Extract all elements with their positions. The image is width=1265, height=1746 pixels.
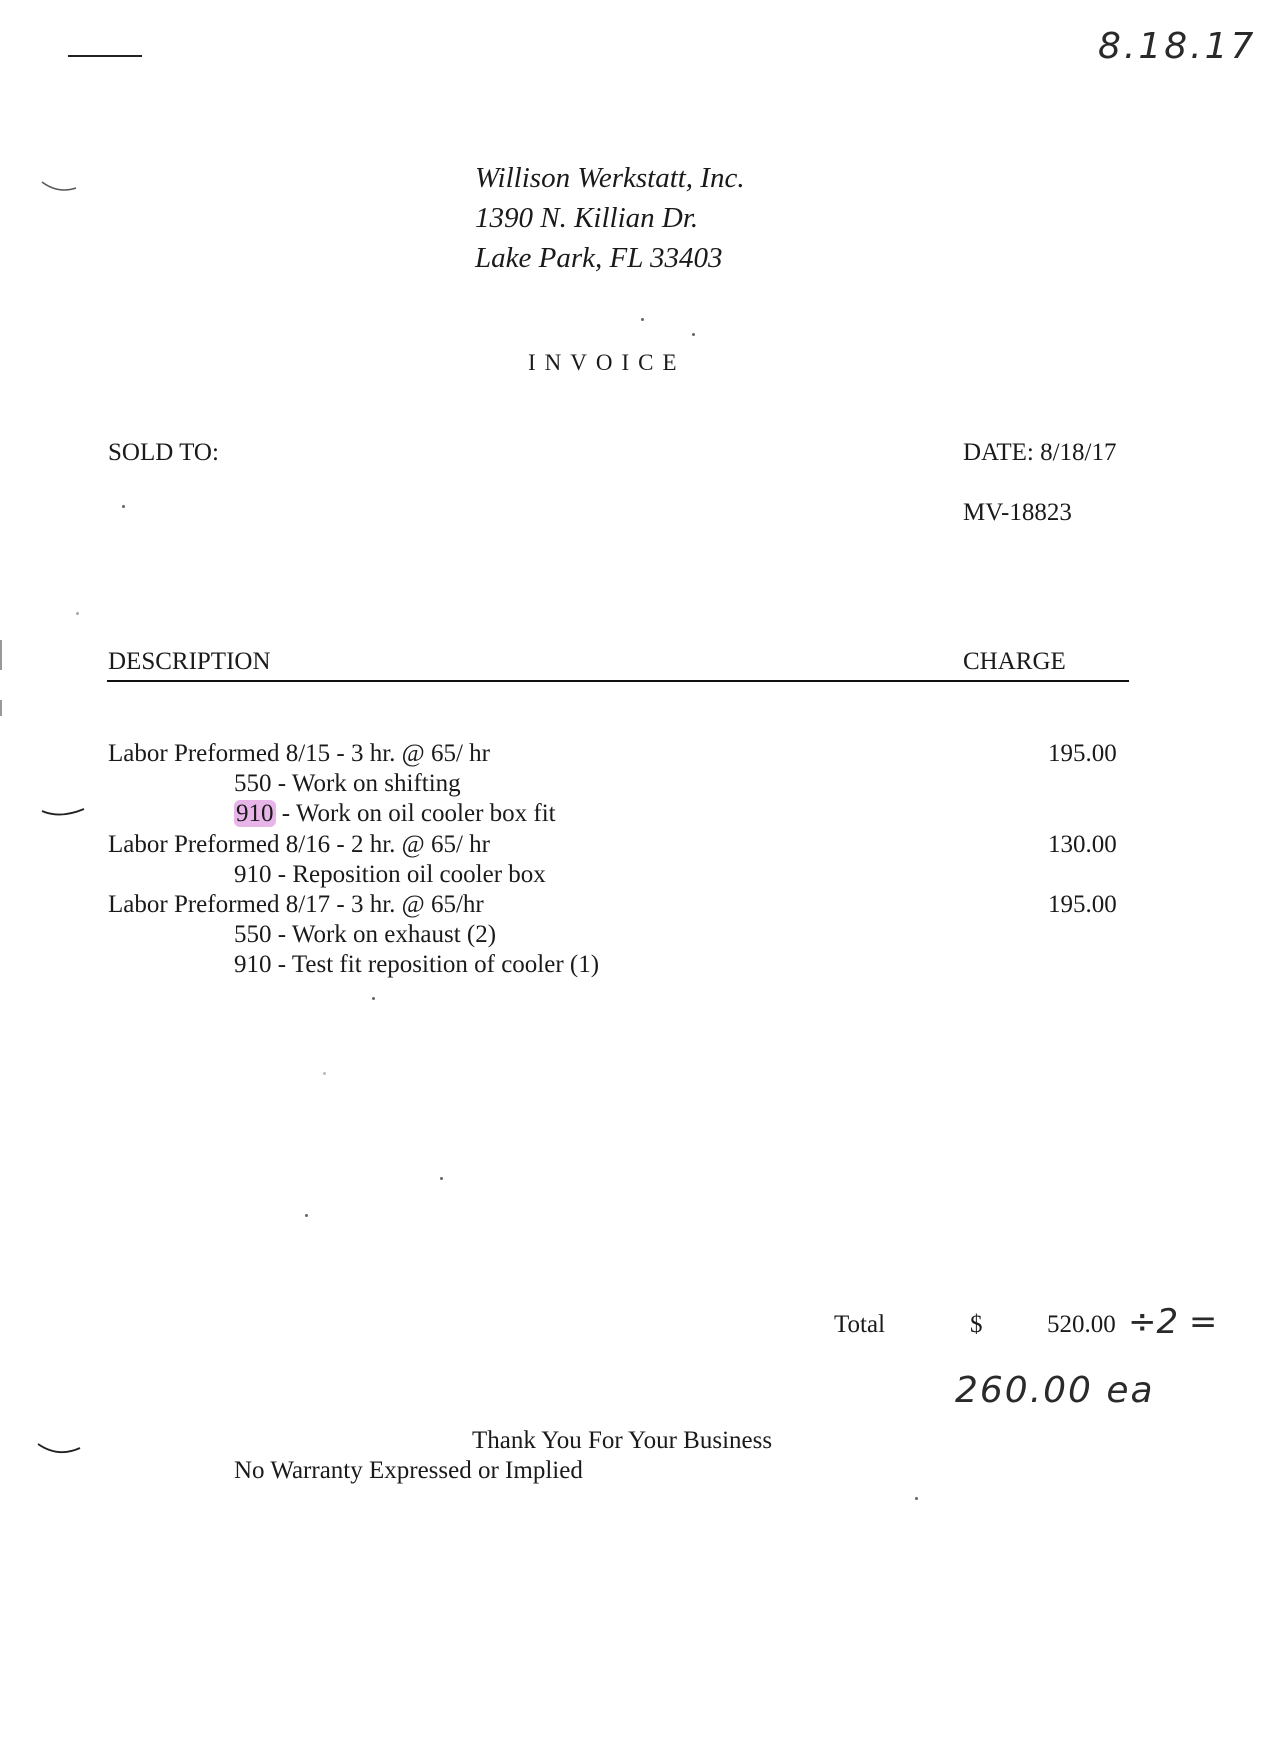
speck	[372, 997, 375, 1000]
line-item-detail: 910 - Test fit reposition of cooler (1)	[234, 951, 600, 978]
speck	[692, 333, 695, 336]
speck	[440, 1177, 443, 1180]
line-item-detail	[234, 799, 556, 829]
header-rule	[107, 680, 1129, 682]
line-item-description: Labor Preformed 8/17 - 3 hr. @ 65/hr	[108, 891, 484, 918]
left-edge-mark-2	[0, 700, 2, 716]
total-amount: 520.00	[1047, 1311, 1116, 1338]
highlighted-code: 910	[236, 800, 274, 827]
line-item-detail: 550 - Work on shifting	[234, 770, 461, 797]
speck	[305, 1214, 308, 1217]
line-item-description: Labor Preformed 8/16 - 2 hr. @ 65/ hr	[108, 831, 490, 858]
sold-to-label: SOLD TO:	[108, 439, 219, 466]
handwritten-division-note: ÷2 =	[1128, 1302, 1218, 1342]
speck	[76, 612, 79, 615]
company-address-line1: 1390 N. Killian Dr.	[475, 202, 699, 234]
speck	[122, 505, 125, 508]
speck	[641, 318, 644, 321]
line-item-detail: 910 - Reposition oil cooler box	[234, 861, 546, 888]
left-edge-mark-1	[0, 640, 2, 670]
handwritten-date: 8.18.17	[1098, 26, 1257, 67]
company-name: Willison Werkstatt, Inc.	[475, 162, 745, 194]
margin-mark-2	[40, 805, 90, 825]
line-item-charge: 130.00	[1048, 831, 1117, 858]
warranty-disclaimer: No Warranty Expressed or Implied	[234, 1457, 583, 1484]
line-item-detail-text: - Work on oil cooler box fit	[275, 800, 556, 827]
invoice-reference-number: MV-18823	[963, 499, 1072, 526]
margin-mark-1	[40, 180, 80, 200]
company-address-line2: Lake Park, FL 33403	[475, 242, 723, 274]
charge-column-header: CHARGE	[963, 648, 1066, 675]
line-item-charge: 195.00	[1048, 891, 1117, 918]
description-column-header: DESCRIPTION	[108, 648, 271, 675]
total-currency: $	[970, 1311, 983, 1338]
speck	[323, 1072, 326, 1075]
total-label: Total	[834, 1311, 886, 1338]
invoice-date: DATE: 8/18/17	[963, 439, 1117, 466]
line-item-charge: 195.00	[1048, 740, 1117, 767]
margin-mark-3	[36, 1440, 86, 1460]
invoice-title: INVOICE	[528, 350, 686, 375]
thank-you-message: Thank You For Your Business	[472, 1427, 773, 1454]
line-item-description: Labor Preformed 8/15 - 3 hr. @ 65/ hr	[108, 740, 490, 767]
top-left-dash	[68, 55, 142, 57]
line-item-detail: 550 - Work on exhaust (2)	[234, 921, 497, 948]
speck	[915, 1497, 918, 1500]
handwritten-result-note: 260.00 ea	[955, 1370, 1155, 1411]
